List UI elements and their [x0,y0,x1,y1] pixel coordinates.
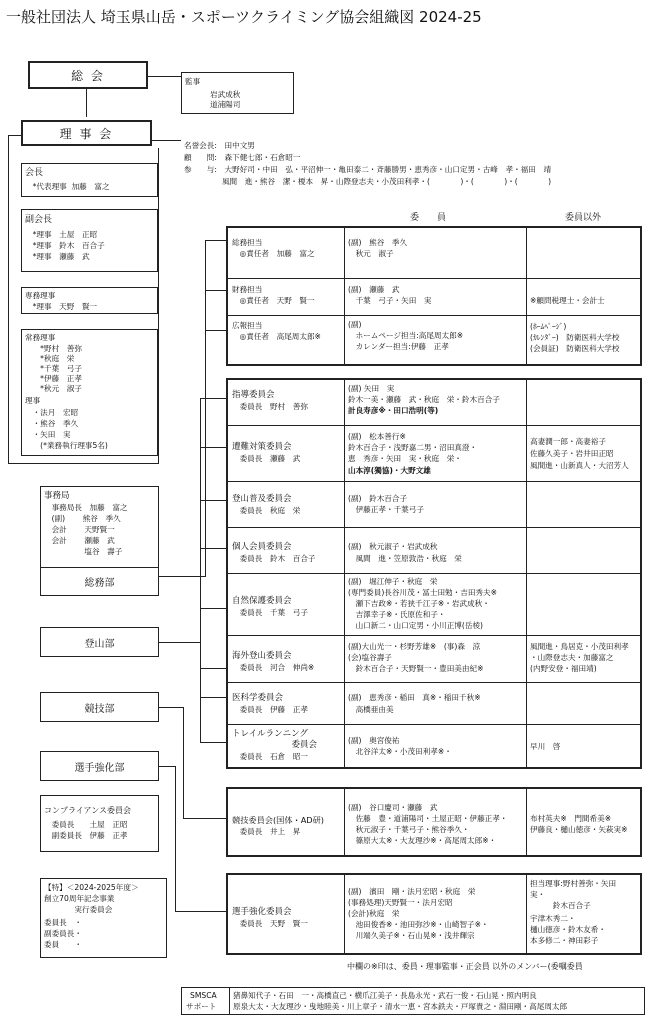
kyogi-mem-4: 篠原大太※・大友理沙※・高尾周太郎※・ [348,836,497,845]
sounan-name: 遭難対策委員会 [232,442,292,452]
zaimu-other: ※顧問税理士・会計士 [530,296,605,305]
soumu-mem-1: (副) 熊谷 季久 [348,238,408,247]
chairman-name: *代表理事 加藤 富之 [25,182,110,191]
auditors-box [181,72,294,114]
managing-4: *伊藤 正孝 [25,374,82,383]
secretariat-2: (副) 熊谷 季久 [44,514,121,523]
secretariat-heading: 事務局 [44,491,70,501]
smsca-label-1: SMSCA [190,991,217,1000]
trail-chair: 委員長 石倉 昭一 [232,752,308,761]
kouhou-mem-2: ホームページ担当:高尾周太郎※ [348,331,464,340]
anniversary-6: 委員 ・ [44,940,82,949]
smsca-label-2: サポート [186,1002,217,1011]
auditors-heading: 監事 [185,77,201,86]
trail-other: 早川 啓 [530,742,561,751]
competition-committee-table [226,787,642,857]
senshu-other-6: 本多修二・神田彩子 [530,936,599,945]
kyogi-name: 競技委員会(国体・AD研) [232,815,324,825]
kyogi-other-2: 伊藤良・樋山徳彦・矢萩実※ [530,825,628,834]
zaimu-mem-2: 千葉 弓子・矢田 実 [348,296,432,305]
managing-3: *千葉 弓子 [25,364,82,373]
sounan-mem-1: (副) 松本善行※ [348,432,406,441]
kouhou-mem-3: カレンダー担当:伊藤 正孝 [348,342,449,351]
general-affairs-table [226,226,642,366]
anniversary-3: 実行委員会 [44,905,113,914]
general-assembly-box [28,61,148,89]
honorary-line-4: 風間 進・熊谷 潔・榎本 昇・山際登志夫・小茂田利孝・( )・( )・( ) [184,177,552,186]
auditor-2: 道浦陽司 [210,100,241,109]
kaigai-mem-3: 鈴木百合子・天野賢一・豊田美由紀※ [348,664,484,673]
competition-dept [40,692,159,722]
honorary-line-2: 顧 問: 森下健七郎・石倉昭一 [184,153,301,162]
sounan-mem-2: 鈴木百合子・浅野嘉二男・沼田真澄・ [348,443,478,452]
general-assembly-label: 総 会 [71,68,105,83]
vice-chairman-1: *理事 土屋 正昭 [25,230,98,239]
ikagaku-name: 医科学委員会 [232,693,284,703]
shizen-chair: 委員長 千葉 弓子 [232,608,308,617]
managing-2: *秋庭 栄 [25,354,75,363]
sounan-mem-3: 恵 秀彦・矢田 実・秋庭 栄・ [348,454,462,463]
shizen-mem-4: 吉澤幸子※・氏原佐和子・ [348,610,446,619]
fukyu-chair: 委員長 秋庭 栄 [232,506,301,515]
vice-chairman-3: *理事 瀬藤 武 [25,252,90,261]
senshu-mem-1: (副) 濱田 剛・法月宏昭・秋庭 栄 [348,887,476,896]
fukyu-name: 登山普及委員会 [232,494,292,504]
kaigai-other-3: (内野安登・福田靖) [530,664,597,673]
trail-name-2: 委員会 [232,740,318,750]
director-1: ・法月 宏昭 [25,408,79,417]
competition-dept-label: 競技部 [84,703,115,715]
secretariat-3: 会計 天野賢一 [44,525,115,534]
kouhou-other-3: (会員証) 防衛医科大学校 [530,344,620,353]
kouhou-mem-1: (副) [348,320,362,329]
mountaineering-dept [40,627,159,657]
shizen-mem-2: (専門委員)長谷川茂・冨士田勉・吉田秀夫※ [348,588,497,597]
auditor-1: 岩武成秋 [210,90,241,99]
kaigai-other-2: ・山際登志夫・加藤富之 [530,653,614,662]
senshu-other-3: 鈴木百合子 [530,901,591,910]
senshu-mem-2: (事務処理)天野賢一・法月宏昭 [348,898,453,907]
zaimu-leader: ◎責任者 天野 賢一 [232,296,315,305]
shizen-mem-5: 山口新二・山口定男・小川正博(岳棱) [348,621,484,630]
kojin-chair: 委員長 鈴木 百合子 [232,554,316,563]
sounan-other-1: 高妻潤一郎・高妻裕子 [530,437,606,446]
fukyu-mem-1: (副) 鈴木百合子 [348,494,408,503]
kaigai-chair: 委員長 河合 伸尚※ [232,663,315,672]
kouhou-other-1: (ﾎｰﾑﾍﾟｰｼﾞ) [530,322,567,331]
senshu-name: 選手強化委員会 [232,907,292,917]
secretariat-4: 会計 瀬藤 武 [44,536,115,545]
compliance-1: 委員長 土屋 正昭 [44,820,128,829]
zaimu-mem-1: (副) 瀬藤 武 [348,285,400,294]
shidou-mem-1: (副) 矢田 実 [348,384,395,393]
trail-name: トレイルランニング [232,729,308,739]
shidou-name: 指導委員会 [232,390,275,400]
vice-chairman-2: *理事 鈴木 百合子 [25,241,105,250]
sounan-chair: 委員長 瀬藤 武 [232,454,301,463]
vice-chairman-box [21,209,158,272]
smsca-box [181,987,645,1015]
senshu-mem-5: 川端久美子※・石山晃※・浅井輝宗 [348,931,475,940]
athlete-committee-table [226,873,642,955]
soumu-mem-2: 秋元 淑子 [348,249,394,258]
board-label: 理 事 会 [59,126,114,141]
kouhou-leader: ◎責任者 高尾周太郎※ [232,332,321,341]
sounan-other-3: 風間進・山新真人・大沼芳人 [530,461,629,470]
shidou-mem-2: 鈴木一美・瀬藤 武・秋庭 栄・鈴木百合子 [348,395,500,404]
director-2: ・熊谷 季久 [25,419,79,428]
mountaineering-dept-label: 登山部 [84,638,115,650]
managing-5: *秋元 淑子 [25,384,82,393]
anniversary-box [40,878,167,958]
ikagaku-chair: 委員長 伊藤 正孝 [232,705,308,714]
honorary-line-3: 参 与: 大野好司・中田 弘・平沼伸一・亀田泰二・斉藤勝男・恵秀彦・山口定男・古峰 孝・福田 靖 [184,165,552,174]
directors-heading: 理事 [25,396,41,405]
soumu-name: 総務担当 [232,238,263,247]
footnote: 中欄の※印は、委員・理事監事・正会員 以外のメンバー(委嘱委員 [347,962,583,971]
senshu-other-4: 宇津木秀二・ [530,914,576,923]
kyogi-other-1: 布村英夫※ 門間希美※ [530,814,612,823]
senshu-mem-3: (会計)秋庭 栄 [348,909,400,918]
anniversary-5: 副委員長・ [44,929,82,938]
shidou-chair: 委員長 野村 善弥 [232,402,308,411]
shizen-name: 自然保護委員会 [232,596,292,606]
executive-director-heading: 専務理事 [25,291,56,300]
honorary-line-1: 名誉会長: 田中文男 [184,141,255,150]
ikagaku-mem-2: 高橋亜由美 [348,705,394,714]
trail-mem-2: 北谷洋太※・小茂田利孝※・ [348,747,452,756]
general-affairs-dept: 総務部 [84,578,115,589]
anniversary-2: 創立70周年記念事業 [44,894,115,903]
soumu-leader: ◎責任者 加藤 富之 [232,249,315,258]
anniversary-4: 委員長 ・ [44,918,82,927]
kaigai-mem-1: (副)大山光一・杉野芳雄※ (事)森 涼 [348,642,481,651]
senshu-other-5: 樋山徳彦・鈴木友希・ [530,925,606,934]
kaigai-mem-2: (会)塩谷壽子 [348,653,392,662]
committees-table [226,378,642,769]
sounan-other-2: 佐藤久美子・岩井田正昭 [530,449,614,458]
kyogi-mem-3: 秋元淑子・千葉弓子・熊谷季久・ [348,825,470,834]
sounan-mem-4: 山本淳(獨協)・大野文雄 [348,466,431,475]
vice-chairman-heading: 副会長 [25,215,53,225]
kojin-name: 個人会員委員会 [232,542,292,552]
shizen-mem-3: 瀬下吉政※・若狭千江子※・岩武成秋・ [348,599,490,608]
anniversary-1: 【特】＜2024-2025年度＞ [44,883,139,892]
compliance-box [40,795,159,852]
smsca-line-1: 猪鼻知代子・石田 一・高橋直己・横爪江美子・長島永光・武石一俊・石山晃・照内明良 [233,991,537,1000]
chairman-box [21,163,158,197]
senshu-other-2: 実・ [530,890,546,899]
kyogi-chair: 委員長 井上 昇 [232,827,301,836]
chairman-heading: 会長 [25,168,44,178]
secretariat-box [40,486,159,596]
athlete-dept [40,751,159,781]
managing-heading: 常務理事 [25,333,56,342]
executing-note: (*業務執行理事5名) [25,441,108,450]
kouhou-other-2: (ｶﾚﾝﾀﾞｰ) 防衛医科大学校 [530,333,620,342]
director-3: ・矢田 実 [25,430,71,439]
page-title: 一般社団法人 埼玉県山岳・スポーツクライミング協会組織図 2024-25 [6,8,482,26]
executive-director-box [21,287,158,314]
kyogi-mem-1: (副) 谷口慶司・瀬藤 武 [348,803,438,812]
senshu-mem-4: 池田俊香※・池田弥沙※・山崎智子※・ [348,920,489,929]
kaigai-name: 海外登山委員会 [232,651,292,661]
kojin-mem-2: 風間 進・笠原敦浩・秋庭 栄 [348,554,462,563]
athlete-dept-label: 選手強化部 [74,762,125,774]
col-members-header: 委 員 [410,213,447,223]
board-box [21,120,152,146]
trail-mem-1: (副) 奥宮俊祐 [348,736,400,745]
kouhou-name: 広報担当 [232,321,263,330]
compliance-heading: コンプライアンス委員会 [44,806,131,815]
compliance-2: 副委員長 伊藤 正孝 [44,831,128,840]
kojin-mem-1: (副) 秋元淑子・岩武成秋 [348,542,438,551]
executive-director-name: *理事 天野 賢一 [25,302,98,311]
shizen-mem-1: (副) 堀江伸子・秋庭 栄 [348,577,438,586]
col-others-header: 委員以外 [565,213,602,223]
senshu-chair: 委員長 天野 賢一 [232,919,308,928]
smsca-line-2: 原泉大太・大友理沙・曳地睦美・川上章子・清水一恵・宮本鉄夫・戸塚貴之・淵田剛・高尾周太郎 [233,1002,568,1011]
shidou-mem-3: 計良寿彦※・田口浩明(等) [348,406,439,415]
fukyu-mem-2: 伊藤正孝・千葉弓子 [348,505,424,514]
managing-directors-box [21,329,158,456]
senshu-other-1: 担当理事:野村善弥・矢田 [530,879,617,888]
zaimu-name: 財務担当 [232,285,263,294]
secretariat-5: 塩谷 壽子 [44,547,123,556]
kaigai-other-1: 風間進・鳥居克・小茂田利孝 [530,642,629,651]
ikagaku-mem-1: (副) 恵秀彦・稲田 真※・稲田千秋※ [348,693,481,702]
kyogi-mem-2: 佐藤 豊・道浦陽司・土屋正昭・伊藤正孝・ [348,814,508,823]
managing-1: *野村 善弥 [25,344,82,353]
secretariat-1: 事務局長 加藤 富之 [44,503,128,512]
